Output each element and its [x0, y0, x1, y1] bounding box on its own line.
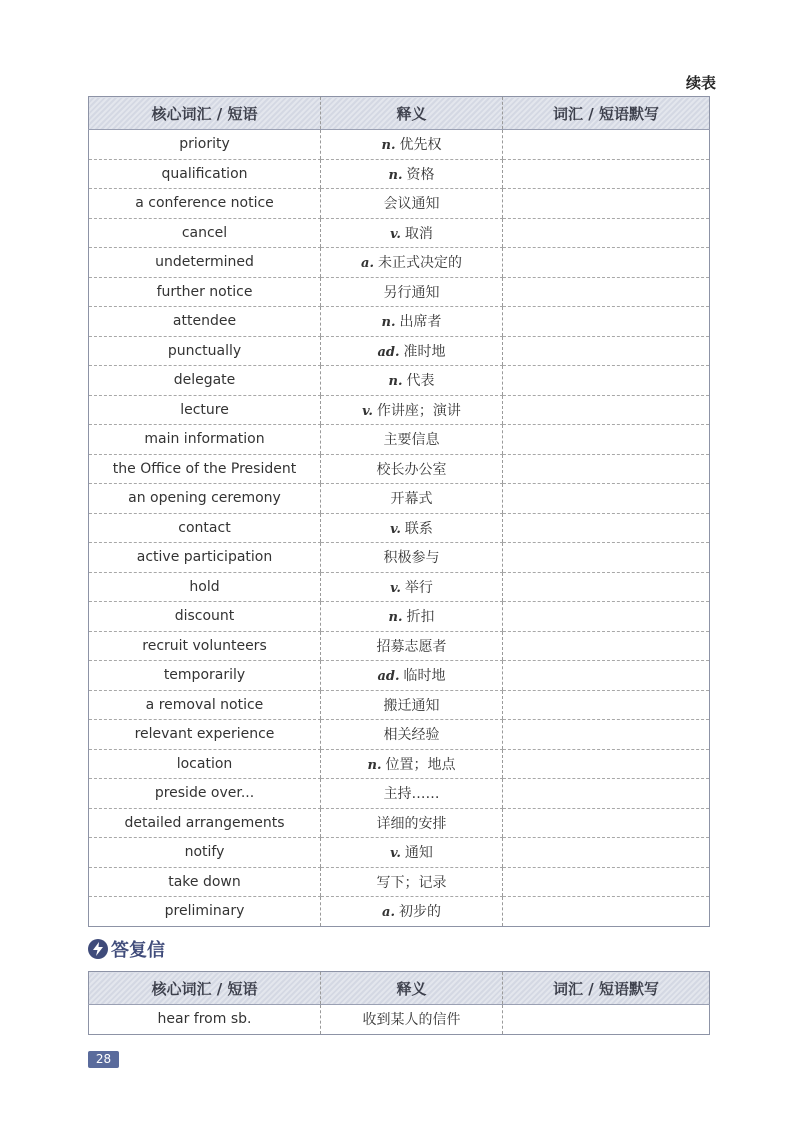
dictation-cell — [503, 484, 710, 514]
dictation-cell — [503, 1005, 710, 1035]
part-of-speech: v. — [390, 226, 401, 242]
meaning-text: 另行通知 — [383, 284, 440, 301]
term-cell: undetermined — [89, 248, 321, 278]
term-cell: main information — [89, 425, 321, 455]
meaning-text: 招募志愿者 — [376, 638, 447, 655]
term-cell: the Office of the President — [89, 454, 321, 484]
meaning-text: 详细的安排 — [376, 815, 447, 832]
table-row — [89, 897, 710, 927]
dictation-cell — [503, 661, 710, 691]
part-of-speech: a. — [382, 905, 395, 921]
meaning-cell — [321, 631, 503, 661]
table-row — [89, 513, 710, 543]
table-header-row — [89, 972, 710, 1005]
part-of-speech: n. — [381, 315, 396, 331]
term-cell: lecture — [89, 395, 321, 425]
dictation-cell — [503, 218, 710, 248]
term-cell: recruit volunteers — [89, 631, 321, 661]
header-dictation: 词汇 / 短语默写 — [503, 97, 710, 130]
dictation-cell — [503, 779, 710, 809]
meaning-cell — [321, 307, 503, 337]
dictation-cell — [503, 336, 710, 366]
term-cell: an opening ceremony — [89, 484, 321, 514]
table-header-row — [89, 97, 710, 130]
table-row — [89, 867, 710, 897]
dictation-cell — [503, 454, 710, 484]
dictation-cell — [503, 749, 710, 779]
meaning-text: 临时地 — [403, 668, 446, 685]
meaning-cell — [321, 867, 503, 897]
meaning-cell — [321, 1005, 503, 1035]
table-row — [89, 159, 710, 189]
term-cell: preliminary — [164, 903, 245, 920]
meaning-text: 出席者 — [399, 314, 442, 331]
table-row — [89, 661, 710, 691]
dictation-cell — [503, 631, 710, 661]
table-row — [89, 749, 710, 779]
table-row — [89, 543, 710, 573]
meaning-text: 搬迁通知 — [383, 697, 440, 714]
continued-label: 续表 — [685, 74, 716, 92]
meaning-text: 折扣 — [406, 609, 435, 626]
meaning-text: 通知 — [404, 845, 433, 862]
meaning-cell — [321, 572, 503, 602]
term-cell: temporarily — [89, 661, 321, 691]
meaning-text: 取消 — [404, 225, 433, 242]
dictation-cell — [503, 307, 710, 337]
table-row — [89, 631, 710, 661]
meaning-text: 举行 — [404, 579, 433, 596]
term-cell: attendee — [89, 307, 321, 337]
meaning-text: 主持…… — [383, 786, 440, 803]
meaning-text: 积极参与 — [383, 550, 440, 567]
part-of-speech: n. — [388, 374, 403, 390]
dictation-cell — [503, 602, 710, 632]
meaning-text: 写下；记录 — [376, 874, 447, 891]
table-row — [89, 248, 710, 278]
term-cell: qualification — [89, 159, 321, 189]
meaning-cell — [321, 277, 503, 307]
term-cell: take down — [89, 867, 321, 897]
table-row — [89, 454, 710, 484]
meaning-cell — [321, 543, 503, 573]
table-row — [89, 1005, 710, 1035]
meaning-text: 作讲座；演讲 — [376, 402, 461, 419]
term-cell: cancel — [89, 218, 321, 248]
table-row — [89, 808, 710, 838]
section-heading-reply-letter — [88, 936, 165, 962]
table-row — [89, 336, 710, 366]
term-cell: discount — [89, 602, 321, 632]
meaning-text: 会议通知 — [383, 196, 440, 213]
header-meaning: 释义 — [321, 972, 503, 1005]
dictation-cell — [503, 366, 710, 396]
part-of-speech: n. — [388, 167, 403, 183]
term-cell: priority — [89, 130, 321, 160]
meaning-text: 准时地 — [403, 343, 446, 360]
header-core-terms: 核心词汇 / 短语 — [89, 97, 321, 130]
dictation-cell — [503, 838, 710, 868]
meaning-text: 代表 — [406, 373, 435, 390]
table-row — [89, 690, 710, 720]
term-cell: contact — [89, 513, 321, 543]
dictation-cell — [503, 277, 710, 307]
term-cell: punctually — [89, 336, 321, 366]
part-of-speech: n. — [367, 757, 382, 773]
meaning-cell — [321, 366, 503, 396]
meaning-text: 未正式决定的 — [377, 255, 462, 272]
meaning-cell — [321, 336, 503, 366]
term-cell: hear from sb. — [157, 1011, 252, 1028]
part-of-speech: v. — [390, 580, 401, 596]
meaning-text: 联系 — [404, 520, 433, 537]
part-of-speech: ad. — [377, 344, 400, 360]
meaning-text: 资格 — [406, 166, 435, 183]
header-dictation: 词汇 / 短语默写 — [503, 972, 710, 1005]
meaning-cell — [321, 395, 503, 425]
meaning-text: 相关经验 — [383, 727, 440, 744]
table-row — [89, 218, 710, 248]
meaning-cell — [321, 897, 503, 927]
meaning-cell — [321, 248, 503, 278]
meaning-cell — [321, 690, 503, 720]
part-of-speech: ad. — [377, 669, 400, 685]
dictation-cell — [503, 897, 710, 927]
meaning-cell — [321, 513, 503, 543]
dictation-cell — [503, 543, 710, 573]
table-row — [89, 130, 710, 160]
vocabulary-table-reply — [88, 971, 710, 1035]
table-row — [89, 572, 710, 602]
dictation-cell — [503, 867, 710, 897]
meaning-cell — [321, 425, 503, 455]
dictation-cell — [503, 425, 710, 455]
part-of-speech: v. — [390, 521, 401, 537]
meaning-text: 校长办公室 — [376, 461, 447, 478]
meaning-cell — [321, 720, 503, 750]
meaning-cell — [321, 838, 503, 868]
table-row — [89, 366, 710, 396]
meaning-text: 主要信息 — [383, 432, 440, 449]
table-row — [89, 425, 710, 455]
table-row — [89, 779, 710, 809]
term-cell: detailed arrangements — [89, 808, 321, 838]
term-cell: notify — [89, 838, 321, 868]
meaning-cell — [321, 454, 503, 484]
section-title: 答复信 — [111, 940, 165, 961]
table-row — [89, 307, 710, 337]
meaning-text: 收到某人的信件 — [362, 1012, 461, 1029]
meaning-text: 初步的 — [398, 904, 441, 921]
meaning-text: 优先权 — [399, 137, 442, 154]
table-row — [89, 395, 710, 425]
meaning-cell — [321, 218, 503, 248]
term-cell: a conference notice — [89, 189, 321, 219]
term-cell: hold — [89, 572, 321, 602]
term-cell: active participation — [89, 543, 321, 573]
term-cell: further notice — [89, 277, 321, 307]
part-of-speech: n. — [388, 610, 403, 626]
dictation-cell — [503, 690, 710, 720]
page-number: 28 — [88, 1051, 119, 1068]
meaning-cell — [321, 130, 503, 160]
meaning-cell — [321, 484, 503, 514]
meaning-cell — [321, 661, 503, 691]
meaning-cell — [321, 808, 503, 838]
dictation-cell — [503, 189, 710, 219]
meaning-cell — [321, 749, 503, 779]
dictation-cell — [503, 572, 710, 602]
table-row — [89, 277, 710, 307]
meaning-cell — [321, 779, 503, 809]
dictation-cell — [503, 248, 710, 278]
term-cell: a removal notice — [89, 690, 321, 720]
lightning-bolt-icon — [88, 939, 108, 959]
header-meaning: 释义 — [321, 97, 503, 130]
meaning-cell — [321, 159, 503, 189]
part-of-speech: n. — [381, 138, 396, 154]
dictation-cell — [503, 513, 710, 543]
term-cell: delegate — [89, 366, 321, 396]
meaning-cell — [321, 602, 503, 632]
header-core-terms: 核心词汇 / 短语 — [89, 972, 321, 1005]
meaning-text: 位置；地点 — [385, 756, 456, 773]
dictation-cell — [503, 159, 710, 189]
part-of-speech: v. — [390, 846, 401, 862]
part-of-speech: a. — [361, 256, 374, 272]
dictation-cell — [503, 130, 710, 160]
dictation-cell — [503, 720, 710, 750]
table-row — [89, 720, 710, 750]
meaning-text: 开幕式 — [390, 491, 433, 508]
dictation-cell — [503, 395, 710, 425]
table-row — [89, 484, 710, 514]
term-cell: location — [89, 749, 321, 779]
table-row — [89, 602, 710, 632]
dictation-cell — [503, 808, 710, 838]
meaning-cell — [321, 189, 503, 219]
term-cell: preside over... — [89, 779, 321, 809]
vocabulary-table — [88, 96, 710, 927]
term-cell: relevant experience — [89, 720, 321, 750]
table-row — [89, 189, 710, 219]
table-row — [89, 838, 710, 868]
part-of-speech: v. — [362, 403, 373, 419]
